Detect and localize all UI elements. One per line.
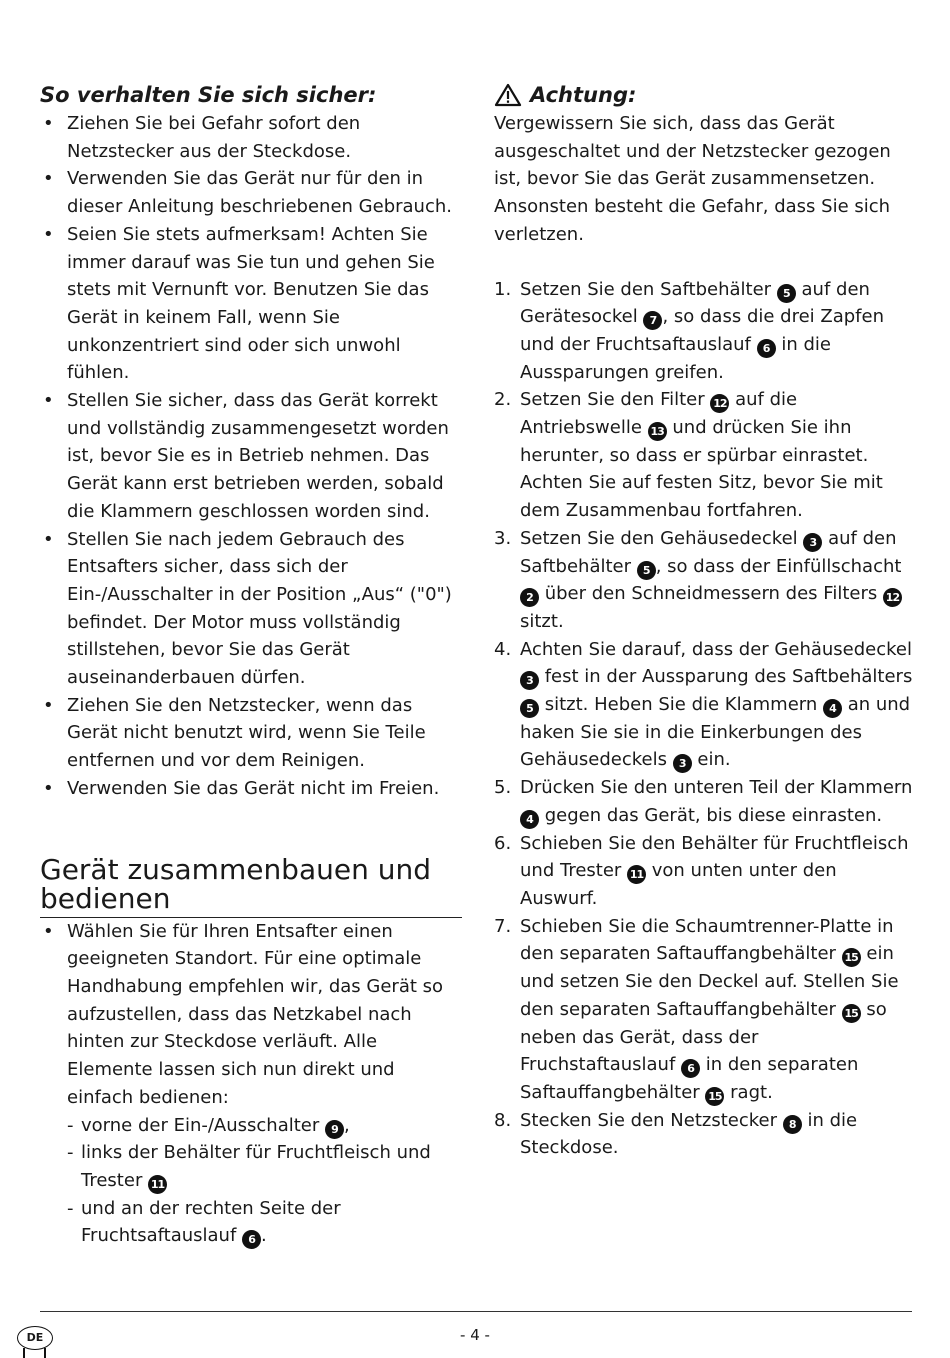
- step-item: [494, 1107, 914, 1162]
- section-title: [40, 852, 462, 918]
- step-item: [494, 830, 914, 913]
- section-title-line2: bedienen: [40, 881, 171, 915]
- element-position-list: [67, 1112, 462, 1251]
- text-run: in die Steckdose.: [520, 1109, 858, 1159]
- step-item: [494, 276, 914, 387]
- text-run: ein und setzen Sie den Deckel auf. Stellen Sie den separaten Saftauffangbehälter: [520, 943, 899, 1020]
- text-run: an und haken Sie sie in die Einkerbungen des Gehäusedeckels: [520, 694, 911, 771]
- warning-heading-row: [494, 80, 914, 110]
- step-number: 1.: [494, 278, 512, 300]
- text-run: Achten Sie darauf, dass der Gehäusedeckel: [520, 638, 912, 660]
- step-item: [494, 913, 914, 1107]
- step-item: [494, 525, 914, 636]
- text-run: sitzt.: [520, 610, 564, 632]
- part-number-badge: 15: [842, 948, 861, 967]
- page-number: - 4 -: [460, 1326, 490, 1344]
- warning-text: Vergewissern Sie sich, dass das Gerät ausgeschaltet und der Netzstecker gezogen ist, bevor Sie das Gerät zusammensetzen. Ansonsten besteht die Gefahr, dass Sie sich verletzen.: [494, 113, 891, 245]
- part-number-badge: 5: [777, 284, 796, 303]
- list-item: [67, 1139, 462, 1194]
- part-number-badge: 8: [783, 1115, 802, 1134]
- part-number-badge: 6: [757, 339, 776, 358]
- part-number-badge: 3: [520, 671, 539, 690]
- part-number-badge: 3: [673, 754, 692, 773]
- text-run: , so dass der Einfüllschacht: [655, 555, 902, 577]
- text-run: vorne der Ein-/Ausschalter: [81, 1114, 325, 1136]
- left-column: [40, 80, 462, 1250]
- text-run: fest in der Aussparung des Saftbehälters: [539, 666, 913, 688]
- text-run: ein.: [691, 749, 731, 771]
- text-run: Schieben Sie den Behälter für Fruchtfleisch und Trester: [520, 832, 909, 882]
- warning-triangle-icon: [494, 83, 522, 107]
- part-number-badge: 4: [520, 810, 539, 829]
- badge-stem: [44, 1348, 46, 1358]
- step-number: 8.: [494, 1109, 512, 1131]
- text-run: und drücken Sie ihn herunter, so dass er spürbar einrastet. Achten Sie auf festen Sitz, bevor Sie mit dem Zusammenbau fortfahren.: [520, 417, 883, 522]
- step-number: 6.: [494, 832, 512, 854]
- text-run: Setzen Sie den Filter: [520, 389, 711, 411]
- text-run: Setzen Sie den Saftbehälter: [520, 278, 777, 300]
- safety-list: [40, 110, 462, 803]
- part-number-badge: 11: [627, 865, 646, 884]
- list-item: • Ziehen Sie bei Gefahr sofort den Netzstecker aus der Steckdose.: [40, 110, 462, 165]
- list-item: • Verwenden Sie das Gerät nur für den in dieser Anleitung beschriebenen Gebrauch.: [40, 165, 462, 220]
- step-number: 3.: [494, 527, 512, 549]
- text-run: so neben das Gerät, dass der Fruchstaftauslauf: [520, 998, 887, 1076]
- part-number-badge: 5: [520, 699, 539, 718]
- list-item: • Ziehen Sie den Netzstecker, wenn das Gerät nicht benutzt wird, wenn Sie Teile entfernen und vor dem Reinigen.: [40, 692, 462, 775]
- step-item: [494, 386, 914, 525]
- part-number-badge: 12: [710, 394, 729, 413]
- part-number-badge: 5: [637, 561, 656, 580]
- text-run: in den separaten Saftauffangbehälter: [520, 1054, 859, 1103]
- part-number-badge: 7: [643, 311, 662, 330]
- text-run: ,: [343, 1114, 350, 1136]
- list-item: [67, 1195, 462, 1250]
- text-run: und an der rechten Seite der Fruchtsaftauslauf: [81, 1197, 341, 1247]
- assembly-steps: [494, 276, 914, 1163]
- text-run: in die Aussparungen greifen.: [520, 333, 831, 383]
- step-number: 7.: [494, 915, 512, 937]
- text-run: Schieben Sie die Schaumtrenner-Platte in den separaten Saftauffangbehälter: [520, 915, 894, 965]
- right-column: [494, 80, 914, 1162]
- list-item: [40, 918, 462, 1250]
- setup-text: Wählen Sie für Ihren Entsafter einen geeigneten Standort. Für eine optimale Handhabung empfehlen wir, das Gerät so aufzustellen, dass das Netzkabel nach hinten zur Steckdose verläuft. Alle Elemente lassen sich nun direkt und einfach bedienen:: [67, 920, 444, 1108]
- text-run: auf die Antriebswelle: [520, 389, 798, 439]
- text-run: , so dass die drei Zapfen und der Fruchtsaftauslauf: [520, 306, 884, 355]
- part-number-badge: 2: [520, 588, 539, 607]
- text-run: sitzt. Heben Sie die Klammern: [539, 694, 823, 716]
- step-item: [494, 636, 914, 775]
- part-number-badge: 9: [325, 1120, 344, 1139]
- list-item: • Seien Sie stets aufmerksam! Achten Sie immer darauf was Sie tun und gehen Sie stets mit Vernunft vor. Benutzen Sie das Gerät in keinem Fall, wenn Sie unkonzentriert sind oder sich unwohl fühlen.: [40, 221, 462, 387]
- part-number-badge: 12: [883, 588, 902, 607]
- step-number: 5.: [494, 777, 512, 799]
- text-run: links der Behälter für Fruchtfleisch und Trester: [81, 1142, 431, 1191]
- text-run: .: [261, 1225, 267, 1247]
- badge-stem: [23, 1348, 25, 1358]
- list-item: • Stellen Sie sicher, dass das Gerät korrekt und vollständig zusammengesetzt worden ist, bevor Sie es in Betrieb nehmen. Das Gerät kann erst betrieben werden, sobald die Klammern geschlossen worden sind.: [40, 387, 462, 526]
- part-number-badge: 3: [803, 533, 822, 552]
- setup-list: [40, 918, 462, 1250]
- footer-divider: [40, 1311, 912, 1312]
- text-run: auf den Gerätesockel: [520, 278, 870, 328]
- part-number-badge: 15: [842, 1004, 861, 1023]
- step-number: 2.: [494, 389, 512, 411]
- part-number-badge: 11: [148, 1175, 167, 1194]
- safety-heading: So verhalten Sie sich sicher:: [40, 83, 377, 107]
- text-run: Stecken Sie den Netzstecker: [520, 1109, 783, 1131]
- part-number-badge: 6: [242, 1230, 261, 1249]
- text-run: auf den Saftbehälter: [520, 527, 897, 577]
- text-run: über den Schneidmessern des Filters: [539, 583, 883, 605]
- part-number-badge: 13: [648, 422, 667, 441]
- text-run: von unten unter den Auswurf.: [520, 860, 837, 909]
- section-title-line1: Gerät zusammenbauen und: [40, 852, 432, 886]
- step-item: [494, 774, 914, 829]
- part-number-badge: 15: [705, 1087, 724, 1106]
- list-item: • Stellen Sie nach jedem Gebrauch des Entsafters sicher, dass sich der Ein-/Ausschalter in der Position „Aus“ ("0") befindet. Der Motor muss vollständig stillstehen, bevor Sie das Gerät auseinanderbauen dürfen.: [40, 526, 462, 692]
- list-item: • Verwenden Sie das Gerät nicht im Freien.: [40, 775, 462, 803]
- part-number-badge: 6: [681, 1059, 700, 1078]
- text-run: Setzen Sie den Gehäusedeckel: [520, 527, 804, 549]
- language-badge: DE: [17, 1326, 53, 1350]
- warning-heading: Achtung:: [530, 83, 637, 107]
- part-number-badge: 4: [823, 699, 842, 718]
- list-item: [67, 1112, 462, 1140]
- step-number: 4.: [494, 638, 512, 660]
- text-run: gegen das Gerät, bis diese einrasten.: [539, 804, 883, 826]
- text-run: Drücken Sie den unteren Teil der Klammern: [520, 777, 913, 799]
- text-run: ragt.: [724, 1081, 773, 1103]
